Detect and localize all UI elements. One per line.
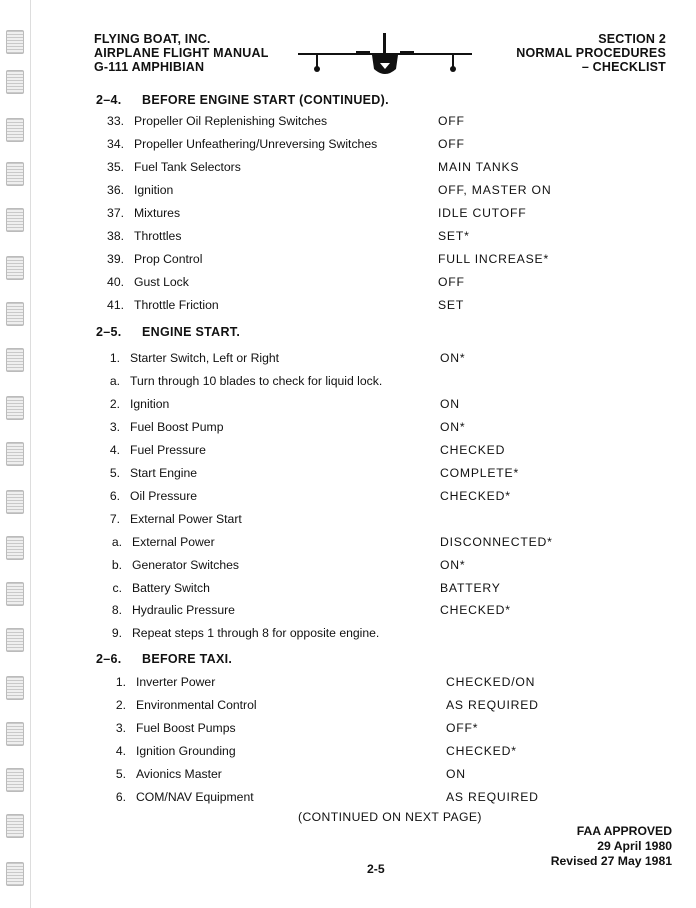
checklist-value: CHECKED*: [440, 489, 511, 503]
punch-hole: [6, 30, 24, 54]
faa-approval-block: [551, 824, 672, 869]
punch-hole: [6, 118, 24, 142]
punch-hole: [6, 348, 24, 372]
amphibian-airplane-icon: [296, 33, 474, 85]
checklist-value: OFF*: [446, 721, 479, 735]
punch-hole: [6, 208, 24, 232]
checklist-value: DISCONNECTED*: [440, 535, 553, 549]
checklist-value: OFF: [438, 137, 465, 151]
binding-strip: [0, 0, 31, 908]
checklist-value: IDLE CUTOFF: [438, 206, 527, 220]
section-title: 2–4. BEFORE ENGINE START (CONTINUED).: [96, 93, 389, 107]
checklist-value: OFF: [438, 275, 465, 289]
company-name: FLYING BOAT, INC.: [94, 32, 211, 46]
header-right: [516, 32, 666, 74]
punch-hole: [6, 862, 24, 886]
punch-hole: [6, 162, 24, 186]
checklist-value: ON*: [440, 351, 466, 365]
punch-hole: [6, 722, 24, 746]
checklist-value: CHECKED*: [446, 744, 517, 758]
section-label: SECTION 2: [598, 32, 666, 46]
checklist-value: ON: [440, 397, 460, 411]
punch-hole: [6, 768, 24, 792]
punch-hole: [6, 490, 24, 514]
checklist-value: SET*: [438, 229, 470, 243]
manual-page: FLYING BOAT, INC. AIRPLANE FLIGHT MANUAL G-111 AMPHIBIAN SECTION 2 NORMAL PROCEDURES – CHECKLIST 2–4. BEFORE ENGINE START (CONTINUED). 33. Propeller Oil Replenishing Switches OFF 34. Propeller Unfeathering/Unreversing Switches OFF 35. Fuel Tank Selectors MAIN TANKS 36. Ignition OFF, MASTER ON 37. Mixtures IDLE CUTOFF 38. Throttles SET* 39. Prop Control FULL INCREASE* 40. Gust Lock OFF 41. Throttle Friction SET 2–5. ENGINE START. 1. Starter Switch, Left or Right ON* a. Turn through 10 blades to check for liquid lock. 2. Ignition ON 3. Fuel Boost Pump ON* 4. Fuel Pressure CHECKED 5. Start Engine COMPLETE* 6. Oil Pressure CHECKED* 7. External Power Start a. External Power DISCONNECTED* b. Generator Switches ON* c. Battery Switch BATTERY 8. Hydraulic Pressure CHECKED* 9. Repeat steps 1 through 8 for opposite engine. 2–6. BEFORE TAXI. 1. Inverter Power CHECKED/ON 2. Environmental Control AS REQUIRED 3. Fuel Boost Pumps OFF* 4. Ignition Grounding CHECKED* 5. Avionics Master ON 6. COM/NAV Equipment AS REQUIRED (CONTINUED ON NEXT PAGE) FAA APPROVED 29 April 1980 Revised 27 May 1981 2-5: [0, 0, 696, 908]
checklist-value: CHECKED/ON: [446, 675, 536, 689]
section-title: 2–6. BEFORE TAXI.: [96, 652, 233, 666]
punch-hole: [6, 582, 24, 606]
checklist-value: CHECKED: [440, 443, 506, 457]
punch-hole: [6, 536, 24, 560]
punch-hole: [6, 442, 24, 466]
punch-hole: [6, 676, 24, 700]
punch-hole: [6, 256, 24, 280]
section-name: NORMAL PROCEDURES: [516, 46, 666, 60]
section-title: 2–5. ENGINE START.: [96, 325, 241, 339]
punch-hole: [6, 628, 24, 652]
manual-title: AIRPLANE FLIGHT MANUAL: [94, 46, 269, 60]
punch-hole: [6, 302, 24, 326]
continued-note: (CONTINUED ON NEXT PAGE): [298, 810, 482, 824]
page-number: 2-5: [367, 862, 385, 876]
checklist-value: CHECKED*: [440, 603, 511, 617]
checklist-value: AS REQUIRED: [446, 698, 539, 712]
header-left: [94, 32, 269, 74]
subsection-name: – CHECKLIST: [581, 60, 666, 74]
checklist-value: SET: [438, 298, 465, 312]
faa-approved-label: FAA APPROVED: [576, 824, 672, 838]
checklist-value: AS REQUIRED: [446, 790, 539, 804]
checklist-value: OFF, MASTER ON: [438, 183, 552, 197]
punch-hole: [6, 70, 24, 94]
checklist-value: COMPLETE*: [440, 466, 519, 480]
checklist-value: OFF: [438, 114, 465, 128]
approval-date: 29 April 1980: [597, 839, 672, 853]
checklist-value: MAIN TANKS: [438, 160, 520, 174]
punch-hole: [6, 396, 24, 420]
checklist-value: ON*: [440, 420, 466, 434]
punch-hole: [6, 814, 24, 838]
checklist-value: FULL INCREASE*: [438, 252, 549, 266]
checklist-value: BATTERY: [440, 581, 501, 595]
model-name: G-111 AMPHIBIAN: [94, 60, 205, 74]
revision-date: Revised 27 May 1981: [550, 854, 672, 868]
checklist-value: ON*: [440, 558, 466, 572]
checklist-value: ON: [446, 767, 466, 781]
